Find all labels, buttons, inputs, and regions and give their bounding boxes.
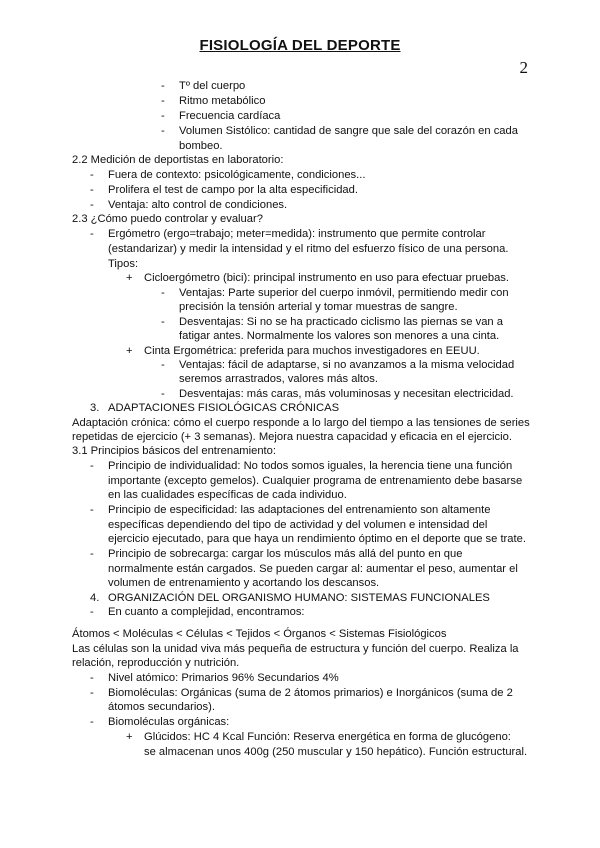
page-title: FISIOLOGÍA DEL DEPORTE (199, 37, 401, 54)
dash-bullet: - (161, 110, 165, 122)
dash-bullet: - (161, 125, 165, 137)
list-item: Prolifera el test de campo por la alta especificidad. (108, 184, 358, 196)
list-item: Frecuencia cardíaca (179, 110, 281, 122)
list-item: Desventajas: más caras, más voluminosas y necesitan electricidad. (179, 388, 514, 400)
paragraph-line: relación, reproducción y nutrición. (72, 657, 240, 669)
dash-bullet: - (90, 460, 94, 472)
dash-bullet: - (161, 359, 165, 371)
list-item: Nivel atómico: Primarios 96% Secundarios 4% (108, 672, 339, 684)
paragraph-line: repetidas de ejercicio (+ 3 semanas). Mejora nuestra capacidad y eficacia en el ejercicio. (72, 431, 512, 443)
list-item-continuation: se almacenan unos 400g (250 muscular y 150 hepático). Función estructural. (144, 746, 528, 758)
list-item-continuation: seremos arrastrados, valores más altos. (179, 373, 378, 385)
dash-bullet: - (161, 95, 165, 107)
list-item: Biomoléculas orgánicas: (108, 716, 230, 728)
dash-bullet: - (90, 672, 94, 684)
list-item: Biomoléculas: Orgánicas (suma de 2 átomos primarios) e Inorgánicos (suma de 2 (108, 687, 513, 699)
list-item-continuation: normalmente están cargados. Se pueden cargar al: aumentar el peso, aumentar el (108, 563, 518, 575)
list-item: Principio de sobrecarga: cargar los músculos más allá del punto en que (108, 548, 463, 560)
section-number: 4. (90, 592, 100, 604)
dash-bullet: - (90, 199, 94, 211)
list-item: Ventaja: alto control de condiciones. (108, 199, 288, 211)
list-item-continuation: volumen de entrenamiento y acortando los descansos. (108, 577, 380, 589)
paragraph-line: Las células son la unidad viva más pequeña de estructura y función del cuerpo. Realiza la (72, 643, 519, 655)
dash-bullet: - (161, 388, 165, 400)
list-item: Ventajas: fácil de adaptarse, si no avanzamos a la misma velocidad (179, 359, 515, 371)
dash-bullet: - (90, 504, 94, 516)
section-heading: 2.3 ¿Cómo puedo controlar y evaluar? (72, 213, 263, 225)
list-item-continuation: específicas dependiendo del tipo de actividad y del volumen e intensidad del (108, 519, 488, 531)
hierarchy-line: Átomos < Moléculas < Células < Tejidos < Órganos < Sistemas Fisiológicos (72, 628, 447, 640)
list-item: Cinta Ergométrica: preferida para muchos investigadores en EEUU. (144, 345, 480, 357)
list-item-continuation: ejercicio ejecutado, para que haya un rendimiento óptimo en el deporte que se trate. (108, 533, 526, 545)
dash-bullet: - (90, 548, 94, 560)
list-item-continuation: precisión la tensión arterial y tomar muestras de sangre. (179, 301, 458, 313)
list-item: Volumen Sistólico: cantidad de sangre que sale del corazón en cada (179, 125, 518, 137)
dash-bullet: - (90, 606, 94, 618)
section-number: 3. (90, 402, 100, 414)
dash-bullet: - (161, 287, 165, 299)
list-item: Ergómetro (ergo=trabajo; meter=medida): instrumento que permite controlar (108, 228, 486, 240)
list-item-continuation: átomos secundarios). (108, 701, 215, 713)
list-item-continuation: bombeo. (179, 140, 223, 152)
list-item: Ventajas: Parte superior del cuerpo inmóvil, permitiendo medir con (179, 287, 509, 299)
plus-bullet: + (126, 731, 133, 743)
dash-bullet: - (90, 184, 94, 196)
list-item-continuation: fatigar antes. Normalmente los valores son menores a una cinta. (179, 330, 500, 342)
list-item: Principio de especificidad: las adaptaciones del entrenamiento son altamente (108, 504, 491, 516)
list-item: Fuera de contexto: psicológicamente, condiciones... (108, 169, 366, 181)
list-item: Principio de individualidad: No todos somos iguales, la herencia tiene una función (108, 460, 513, 472)
section-heading: ADAPTACIONES FISIOLÓGICAS CRÓNICAS (108, 402, 340, 414)
dash-bullet: - (90, 716, 94, 728)
page-number: 2 (519, 58, 528, 77)
dash-bullet: - (90, 687, 94, 699)
section-heading: ORGANIZACIÓN DEL ORGANISMO HUMANO: SISTEMAS FUNCIONALES (108, 592, 490, 604)
plus-bullet: + (126, 345, 133, 357)
list-item: Desventajas: Si no se ha practicado ciclismo las piernas se van a (179, 316, 503, 328)
list-item-continuation: (estandarizar) y medir la intensidad y el ritmo del esfuerzo físico de una persona. (108, 243, 509, 255)
section-heading: 2.2 Medición de deportistas en laboratorio: (72, 154, 284, 166)
dash-bullet: - (90, 169, 94, 181)
dash-bullet: - (161, 80, 165, 92)
paragraph-line: Adaptación crónica: cómo el cuerpo responde a lo largo del tiempo a las tensiones de series (72, 417, 530, 429)
list-item: Glúcidos: HC 4 Kcal Función: Reserva energética en forma de glucógeno: (144, 731, 511, 743)
list-item-continuation: en las cualidades específicas de cada individuo. (108, 489, 347, 501)
subsection-heading: 3.1 Principios básicos del entrenamiento: (72, 445, 276, 457)
dash-bullet: - (161, 316, 165, 328)
list-item-continuation: Tipos: (108, 258, 139, 270)
dash-bullet: - (90, 228, 94, 240)
list-item-continuation: importante (excepto gemelos). Cualquier programa de entrenamiento debe basarse (108, 475, 523, 487)
list-item: Tº del cuerpo (179, 80, 246, 92)
plus-bullet: + (126, 272, 133, 284)
list-item: Cicloergómetro (bici): principal instrumento en uso para efectuar pruebas. (144, 272, 510, 284)
list-item: Ritmo metabólico (179, 95, 266, 107)
list-item: En cuanto a complejidad, encontramos: (108, 606, 305, 618)
